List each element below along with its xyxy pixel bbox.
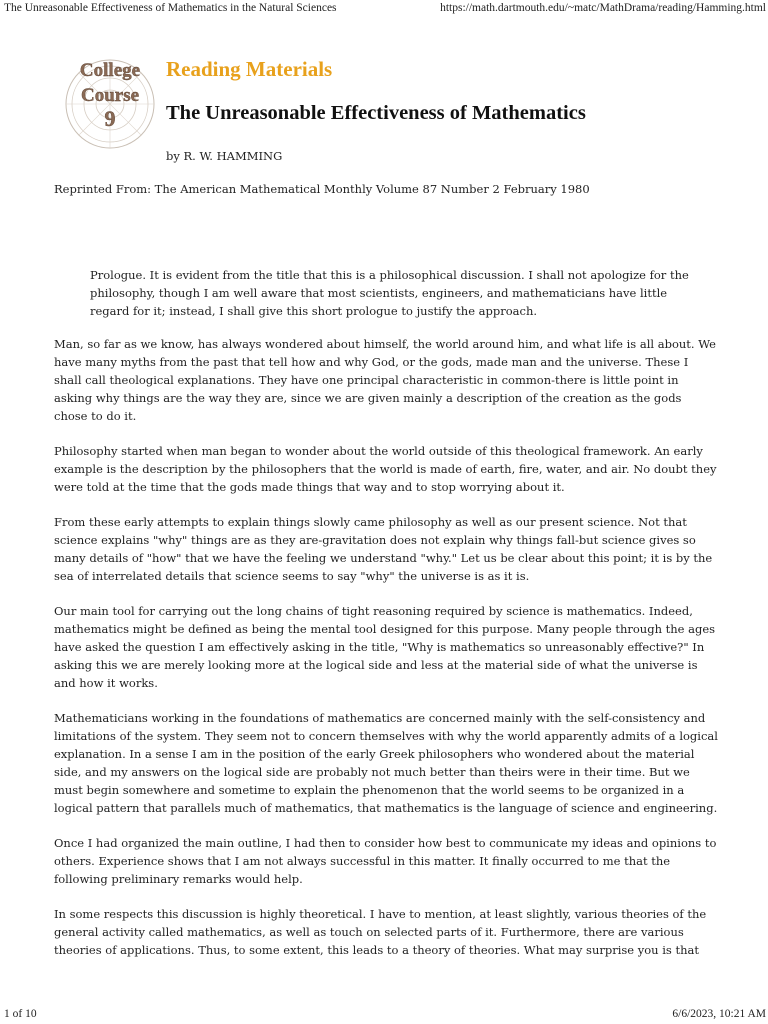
print-header-url[interactable]: https://math.dartmouth.edu/~matc/MathDrama/reading/Hamming.html (440, 2, 766, 14)
college-course-9-logo (62, 56, 158, 152)
body-paragraph: Man, so far as we know, has always wondered about himself, the world around him, and what life is all about. We have many myths from the past that tell how and why God, or the gods, made man and the universe. These I shall call theological explanations. They have one principal characteristic in common-there is little point in asking why things are the way they are, since we are given mainly a description of the creation as the gods chose to do it. (54, 337, 716, 423)
body-paragraph: In some respects this discussion is highly theoretical. I have to mention, at least slightly, various theories of the general activity called mathematics, as well as touch on selected parts of it. Furthermore, there are various theories of applications. Thus, to some extent, this leads to a theory of theories. What may surprise you is that (54, 907, 707, 957)
body-paragraph: From these early attempts to explain things slowly came philosophy as well as our present science. Not that science explains "why" things are as they are-gravitation does not explain why things fall-but science gives so many details of "how" that we have the feeling we understand "why." Let us be clear about this point; it is by the sea of interrelated details that science seems to say "why" the universe is as it is. (54, 515, 713, 583)
body-paragraph: Philosophy started when man began to wonder about the world outside of this theological framework. An early example is the description by the philosophers that the world is made of earth, fire, water, and air. No doubt they were told at the time that the gods made things that way and to stop worrying about it. (54, 444, 717, 494)
logo-line-course: Course (80, 85, 140, 106)
logo-line-college: College (79, 60, 141, 81)
document-title: The Unreasonable Effectiveness of Mathematics (166, 102, 586, 124)
print-datetime: 6/6/2023, 10:21 AM (672, 1008, 766, 1020)
page-count: 1 of 10 (4, 1008, 37, 1020)
body-paragraph: Our main tool for carrying out the long chains of tight reasoning required by science is mathematics. Indeed, mathematics might be defined as being the mental tool designed for this purpose. Many people through the ages have asked the question I am effectively asking in the title, "Why is mathematics so unreasonably effective?" In asking this we are merely looking more at the logical side and less at the material side of what the universe is and how it works. (54, 604, 716, 690)
body-paragraph: Once I had organized the main outline, I had then to consider how best to communicate my ideas and opinions to others. Experience shows that I am not always successful in this matter. It finally occurred to me that the following preliminary remarks would help. (54, 836, 717, 886)
logo-line-9: 9 (104, 106, 116, 131)
body-paragraph: Mathematicians working in the foundations of mathematics are concerned mainly with the self-consistency and limitations of the system. They seem not to concern themselves with why the world apparently admits of a logical explanation. In a sense I am in the position of the early Greek philosophers who wondered about the material side, and my answers on the logical side are probably not much better than theirs were in their time. But we must begin somewhere and sometime to explain the phenomenon that the world seems to be organized in a logical pattern that parallels much of mathematics, that mathematics is the language of science and engineering. (54, 711, 718, 815)
print-header (0, 2, 768, 18)
reprint-source: Reprinted From: The American Mathematical Monthly Volume 87 Number 2 February 1980 (54, 182, 590, 196)
print-header-title: The Unreasonable Effectiveness of Mathematics in the Natural Sciences (4, 2, 337, 14)
article-body (54, 335, 718, 976)
prologue-paragraph: Prologue. It is evident from the title that this is a philosophical discussion. I shall not apologize for the philosophy, though I am well aware that most scientists, engineers, and mathematicians have little regard for it; instead, I shall give this short prologue to justify the approach. (90, 268, 689, 318)
author-line: by R. W. HAMMING (166, 149, 283, 163)
print-footer (0, 1008, 768, 1024)
section-title: Reading Materials (166, 57, 333, 81)
